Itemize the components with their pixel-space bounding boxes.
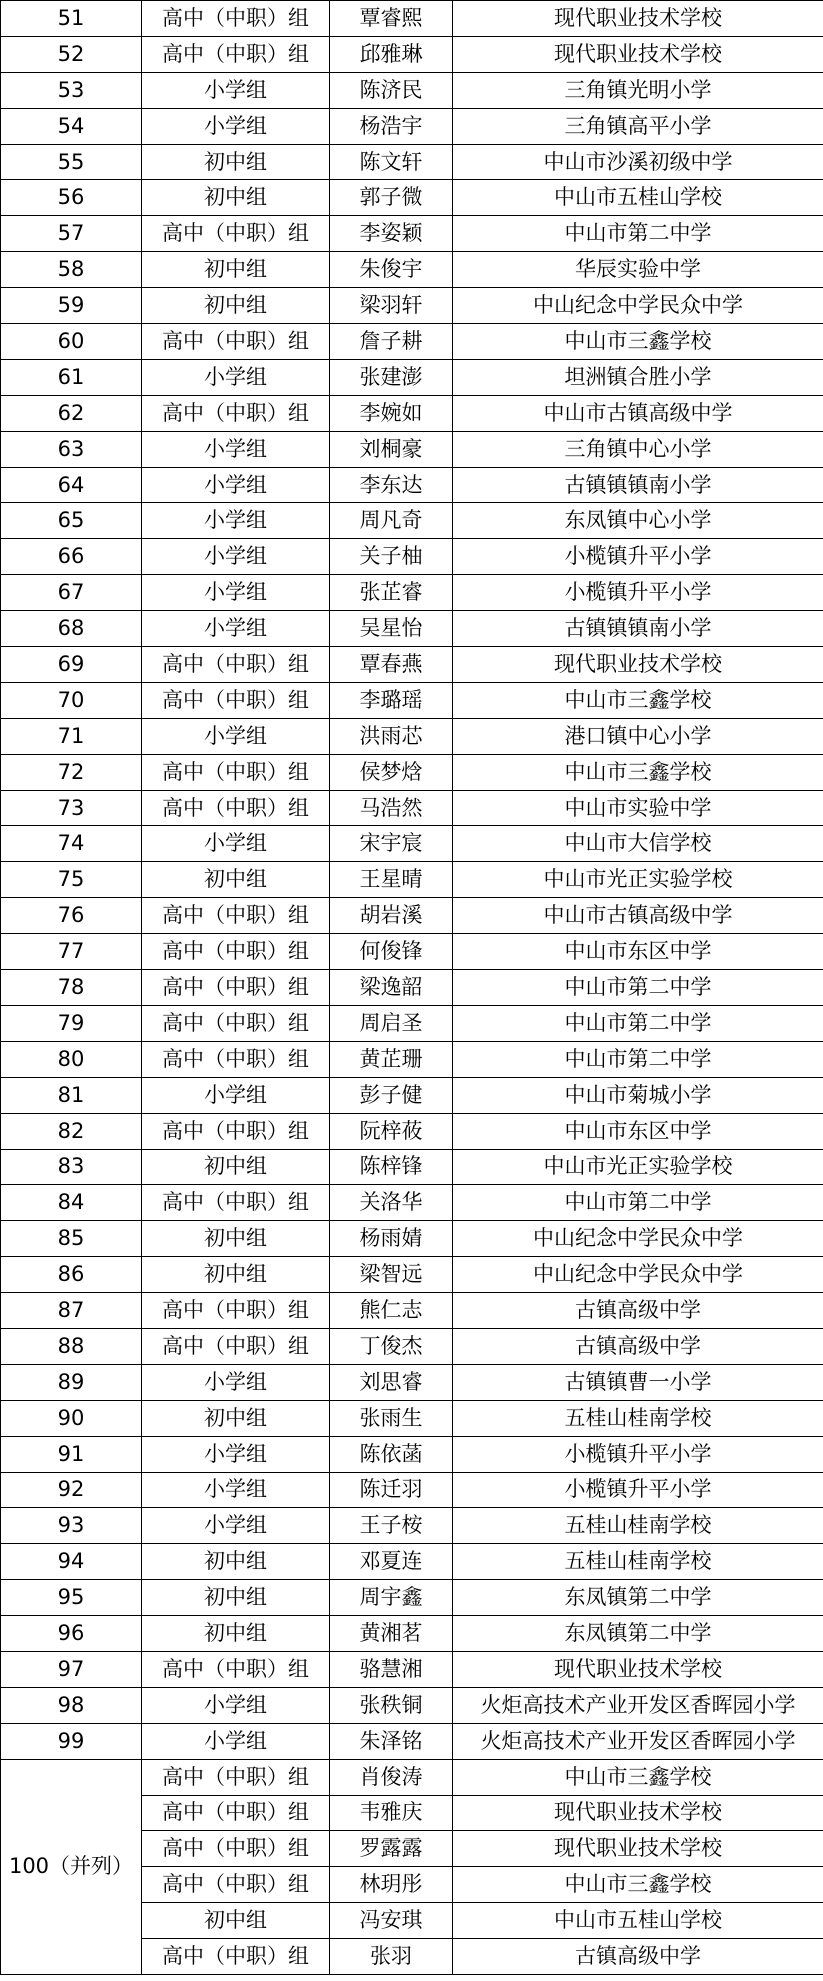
group-cell: 高中（中职）组 <box>142 1005 330 1041</box>
name-cell: 关洛华 <box>330 1185 453 1221</box>
name-cell: 邓夏连 <box>330 1544 453 1580</box>
school-cell: 中山市五桂山学校 <box>453 1903 823 1939</box>
table-row <box>1 216 823 252</box>
rank-cell: 87 <box>1 1293 142 1329</box>
school-cell: 中山市大信学校 <box>453 826 823 862</box>
table-row <box>1 1436 823 1472</box>
school-cell: 中山市菊城小学 <box>453 1077 823 1113</box>
rank-cell: 52 <box>1 36 142 72</box>
rank-cell: 98 <box>1 1687 142 1723</box>
table-row <box>1 1508 823 1544</box>
table-row <box>1 180 823 216</box>
group-cell: 高中（中职）组 <box>142 1939 330 1975</box>
rank-cell: 89 <box>1 1364 142 1400</box>
group-cell: 高中（中职）组 <box>142 970 330 1006</box>
school-cell: 三角镇中心小学 <box>453 431 823 467</box>
group-cell: 高中（中职）组 <box>142 324 330 360</box>
table-row <box>1 1723 823 1759</box>
school-cell: 东凤镇第二中学 <box>453 1580 823 1616</box>
name-cell: 周宇鑫 <box>330 1580 453 1616</box>
name-cell: 刘桐豪 <box>330 431 453 467</box>
rank-cell: 70 <box>1 682 142 718</box>
rank-cell: 54 <box>1 108 142 144</box>
rank-cell: 69 <box>1 647 142 683</box>
name-cell: 何俊锋 <box>330 934 453 970</box>
group-cell: 初中组 <box>142 180 330 216</box>
table-row <box>1 934 823 970</box>
name-cell: 李璐瑶 <box>330 682 453 718</box>
school-cell: 中山市东区中学 <box>453 934 823 970</box>
table-row <box>1 36 823 72</box>
rank-cell: 94 <box>1 1544 142 1580</box>
tied-rank-cell: 100（并列） <box>1 1759 142 1974</box>
group-cell: 高中（中职）组 <box>142 898 330 934</box>
group-cell: 初中组 <box>142 862 330 898</box>
group-cell: 初中组 <box>142 1257 330 1293</box>
school-cell: 中山市实验中学 <box>453 790 823 826</box>
rank-cell: 85 <box>1 1221 142 1257</box>
school-cell: 中山市光正实验学校 <box>453 1149 823 1185</box>
group-cell: 高中（中职）组 <box>142 1185 330 1221</box>
name-cell: 骆慧湘 <box>330 1651 453 1687</box>
school-cell: 中山市古镇高级中学 <box>453 395 823 431</box>
name-cell: 张雨生 <box>330 1400 453 1436</box>
name-cell: 肖俊涛 <box>330 1759 453 1795</box>
table-row <box>1 1472 823 1508</box>
rank-cell: 51 <box>1 1 142 37</box>
name-cell: 张羽 <box>330 1939 453 1975</box>
school-cell: 中山市三鑫学校 <box>453 1867 823 1903</box>
school-cell: 中山纪念中学民众中学 <box>453 288 823 324</box>
name-cell: 熊仁志 <box>330 1293 453 1329</box>
school-cell: 中山市第二中学 <box>453 1185 823 1221</box>
table-row <box>1 826 823 862</box>
group-cell: 初中组 <box>142 1544 330 1580</box>
name-cell: 李东达 <box>330 467 453 503</box>
school-cell: 中山市古镇高级中学 <box>453 898 823 934</box>
group-cell: 小学组 <box>142 575 330 611</box>
table-row <box>1 467 823 503</box>
table-row <box>1 1293 823 1329</box>
school-cell: 小榄镇升平小学 <box>453 575 823 611</box>
school-cell: 现代职业技术学校 <box>453 1795 823 1831</box>
school-cell: 中山市第二中学 <box>453 1005 823 1041</box>
table-row <box>1 539 823 575</box>
table-row <box>1 252 823 288</box>
group-cell: 高中（中职）组 <box>142 1293 330 1329</box>
school-cell: 小榄镇升平小学 <box>453 539 823 575</box>
school-cell: 坦洲镇合胜小学 <box>453 359 823 395</box>
group-cell: 初中组 <box>142 1400 330 1436</box>
table-row <box>1 288 823 324</box>
table-row <box>1 1257 823 1293</box>
school-cell: 火炬高技术产业开发区香晖园小学 <box>453 1687 823 1723</box>
table-row <box>1 359 823 395</box>
table-row <box>1 862 823 898</box>
name-cell: 覃睿熙 <box>330 1 453 37</box>
group-cell: 小学组 <box>142 1472 330 1508</box>
rank-cell: 84 <box>1 1185 142 1221</box>
school-cell: 中山市第二中学 <box>453 216 823 252</box>
table-row <box>1 108 823 144</box>
group-cell: 高中（中职）组 <box>142 682 330 718</box>
name-cell: 梁羽轩 <box>330 288 453 324</box>
rank-cell: 58 <box>1 252 142 288</box>
name-cell: 王子桉 <box>330 1508 453 1544</box>
school-cell: 东凤镇第二中学 <box>453 1616 823 1652</box>
group-cell: 小学组 <box>142 1436 330 1472</box>
group-cell: 小学组 <box>142 1508 330 1544</box>
table-row <box>1 1328 823 1364</box>
school-cell: 现代职业技术学校 <box>453 1651 823 1687</box>
table-row <box>1 1041 823 1077</box>
name-cell: 阮梓莜 <box>330 1113 453 1149</box>
table-row <box>1 1113 823 1149</box>
name-cell: 刘思睿 <box>330 1364 453 1400</box>
table-row <box>1 1364 823 1400</box>
school-cell: 三角镇高平小学 <box>453 108 823 144</box>
group-cell: 高中（中职）组 <box>142 754 330 790</box>
group-cell: 高中（中职）组 <box>142 790 330 826</box>
rank-cell: 57 <box>1 216 142 252</box>
table-row <box>1 1005 823 1041</box>
rank-cell: 80 <box>1 1041 142 1077</box>
group-cell: 高中（中职）组 <box>142 36 330 72</box>
table-row <box>1 1400 823 1436</box>
table-row <box>1 1687 823 1723</box>
rank-cell: 82 <box>1 1113 142 1149</box>
name-cell: 邱雅琳 <box>330 36 453 72</box>
group-cell: 小学组 <box>142 1364 330 1400</box>
school-cell: 中山市三鑫学校 <box>453 754 823 790</box>
name-cell: 陈文轩 <box>330 144 453 180</box>
school-cell: 小榄镇升平小学 <box>453 1472 823 1508</box>
rank-cell: 65 <box>1 503 142 539</box>
table-row <box>1 718 823 754</box>
group-cell: 小学组 <box>142 539 330 575</box>
rank-cell: 77 <box>1 934 142 970</box>
group-cell: 高中（中职）组 <box>142 1113 330 1149</box>
name-cell: 梁智远 <box>330 1257 453 1293</box>
school-cell: 小榄镇升平小学 <box>453 1436 823 1472</box>
table-row <box>1 395 823 431</box>
table-row <box>1 1149 823 1185</box>
name-cell: 马浩然 <box>330 790 453 826</box>
table-row <box>1 647 823 683</box>
school-cell: 华辰实验中学 <box>453 252 823 288</box>
school-cell: 中山市第二中学 <box>453 1041 823 1077</box>
table-row <box>1 324 823 360</box>
group-cell: 初中组 <box>142 1221 330 1257</box>
name-cell: 洪雨芯 <box>330 718 453 754</box>
group-cell: 高中（中职）组 <box>142 1651 330 1687</box>
name-cell: 杨雨婧 <box>330 1221 453 1257</box>
table-row <box>1 72 823 108</box>
group-cell: 高中（中职）组 <box>142 934 330 970</box>
name-cell: 李姿颖 <box>330 216 453 252</box>
group-cell: 高中（中职）组 <box>142 647 330 683</box>
ranking-table-body <box>1 1 823 1975</box>
group-cell: 小学组 <box>142 1687 330 1723</box>
name-cell: 黄芷珊 <box>330 1041 453 1077</box>
rank-cell: 96 <box>1 1616 142 1652</box>
rank-cell: 71 <box>1 718 142 754</box>
rank-cell: 83 <box>1 1149 142 1185</box>
name-cell: 朱泽铭 <box>330 1723 453 1759</box>
group-cell: 高中（中职）组 <box>142 216 330 252</box>
rank-cell: 74 <box>1 826 142 862</box>
rank-cell: 59 <box>1 288 142 324</box>
rank-cell: 66 <box>1 539 142 575</box>
table-row <box>1 1077 823 1113</box>
name-cell: 覃春燕 <box>330 647 453 683</box>
school-cell: 中山市沙溪初级中学 <box>453 144 823 180</box>
school-cell: 五桂山桂南学校 <box>453 1508 823 1544</box>
school-cell: 中山市五桂山学校 <box>453 180 823 216</box>
group-cell: 小学组 <box>142 1723 330 1759</box>
group-cell: 小学组 <box>142 72 330 108</box>
group-cell: 初中组 <box>142 252 330 288</box>
group-cell: 高中（中职）组 <box>142 1328 330 1364</box>
table-row <box>1 1185 823 1221</box>
rank-cell: 91 <box>1 1436 142 1472</box>
group-cell: 小学组 <box>142 431 330 467</box>
rank-cell: 73 <box>1 790 142 826</box>
rank-cell: 97 <box>1 1651 142 1687</box>
school-cell: 东凤镇中心小学 <box>453 503 823 539</box>
name-cell: 宋宇宸 <box>330 826 453 862</box>
name-cell: 丁俊杰 <box>330 1328 453 1364</box>
name-cell: 陈梓锋 <box>330 1149 453 1185</box>
name-cell: 李婉如 <box>330 395 453 431</box>
school-cell: 中山纪念中学民众中学 <box>453 1221 823 1257</box>
table-row <box>1 754 823 790</box>
group-cell: 小学组 <box>142 503 330 539</box>
group-cell: 初中组 <box>142 288 330 324</box>
rank-cell: 81 <box>1 1077 142 1113</box>
rank-cell: 92 <box>1 1472 142 1508</box>
group-cell: 高中（中职）组 <box>142 1867 330 1903</box>
group-cell: 高中（中职）组 <box>142 1831 330 1867</box>
rank-cell: 86 <box>1 1257 142 1293</box>
name-cell: 梁逸韶 <box>330 970 453 1006</box>
name-cell: 胡岩溪 <box>330 898 453 934</box>
rank-cell: 88 <box>1 1328 142 1364</box>
group-cell: 高中（中职）组 <box>142 1 330 37</box>
table-row <box>1 1 823 37</box>
rank-cell: 60 <box>1 324 142 360</box>
group-cell: 高中（中职）组 <box>142 1759 330 1795</box>
name-cell: 侯梦焓 <box>330 754 453 790</box>
name-cell: 彭子健 <box>330 1077 453 1113</box>
school-cell: 古镇镇镇南小学 <box>453 611 823 647</box>
group-cell: 初中组 <box>142 144 330 180</box>
rank-cell: 78 <box>1 970 142 1006</box>
school-cell: 现代职业技术学校 <box>453 1831 823 1867</box>
table-row <box>1 970 823 1006</box>
table-row <box>1 1651 823 1687</box>
table-row <box>1 611 823 647</box>
name-cell: 冯安琪 <box>330 1903 453 1939</box>
name-cell: 周凡奇 <box>330 503 453 539</box>
school-cell: 古镇高级中学 <box>453 1293 823 1329</box>
rank-cell: 63 <box>1 431 142 467</box>
group-cell: 高中（中职）组 <box>142 1041 330 1077</box>
name-cell: 朱俊宇 <box>330 252 453 288</box>
group-cell: 小学组 <box>142 718 330 754</box>
rank-cell: 75 <box>1 862 142 898</box>
group-cell: 小学组 <box>142 467 330 503</box>
rank-cell: 56 <box>1 180 142 216</box>
school-cell: 五桂山桂南学校 <box>453 1544 823 1580</box>
name-cell: 吴星怡 <box>330 611 453 647</box>
rank-cell: 93 <box>1 1508 142 1544</box>
school-cell: 中山市东区中学 <box>453 1113 823 1149</box>
school-cell: 五桂山桂南学校 <box>453 1400 823 1436</box>
name-cell: 陈济民 <box>330 72 453 108</box>
table-row <box>1 1544 823 1580</box>
group-cell: 小学组 <box>142 611 330 647</box>
name-cell: 陈迁羽 <box>330 1472 453 1508</box>
table-row <box>1 1616 823 1652</box>
group-cell: 高中（中职）组 <box>142 395 330 431</box>
rank-cell: 95 <box>1 1580 142 1616</box>
school-cell: 现代职业技术学校 <box>453 647 823 683</box>
rank-cell: 79 <box>1 1005 142 1041</box>
name-cell: 郭子微 <box>330 180 453 216</box>
name-cell: 王星晴 <box>330 862 453 898</box>
name-cell: 周启圣 <box>330 1005 453 1041</box>
rank-cell: 53 <box>1 72 142 108</box>
group-cell: 初中组 <box>142 1903 330 1939</box>
name-cell: 陈依菡 <box>330 1436 453 1472</box>
school-cell: 现代职业技术学校 <box>453 1 823 37</box>
school-cell: 火炬高技术产业开发区香晖园小学 <box>453 1723 823 1759</box>
school-cell: 中山市第二中学 <box>453 970 823 1006</box>
table-row <box>1 575 823 611</box>
school-cell: 中山市光正实验学校 <box>453 862 823 898</box>
name-cell: 张芷睿 <box>330 575 453 611</box>
rank-cell: 99 <box>1 1723 142 1759</box>
rank-cell: 90 <box>1 1400 142 1436</box>
name-cell: 张建澎 <box>330 359 453 395</box>
group-cell: 初中组 <box>142 1580 330 1616</box>
table-row <box>1 1580 823 1616</box>
rank-cell: 55 <box>1 144 142 180</box>
name-cell: 林玥彤 <box>330 1867 453 1903</box>
school-cell: 古镇镇曹一小学 <box>453 1364 823 1400</box>
table-row <box>1 682 823 718</box>
school-cell: 现代职业技术学校 <box>453 36 823 72</box>
rank-cell: 61 <box>1 359 142 395</box>
school-cell: 港口镇中心小学 <box>453 718 823 754</box>
school-cell: 古镇镇镇南小学 <box>453 467 823 503</box>
rank-cell: 72 <box>1 754 142 790</box>
table-row <box>1 790 823 826</box>
name-cell: 张秩铜 <box>330 1687 453 1723</box>
group-cell: 初中组 <box>142 1149 330 1185</box>
group-cell: 小学组 <box>142 826 330 862</box>
school-cell: 中山纪念中学民众中学 <box>453 1257 823 1293</box>
school-cell: 古镇高级中学 <box>453 1328 823 1364</box>
table-row <box>1 431 823 467</box>
name-cell: 杨浩宇 <box>330 108 453 144</box>
rank-cell: 64 <box>1 467 142 503</box>
table-row <box>1 898 823 934</box>
name-cell: 韦雅庆 <box>330 1795 453 1831</box>
table-row <box>1 1221 823 1257</box>
school-cell: 中山市三鑫学校 <box>453 1759 823 1795</box>
school-cell: 古镇高级中学 <box>453 1939 823 1975</box>
school-cell: 中山市三鑫学校 <box>453 682 823 718</box>
rank-cell: 67 <box>1 575 142 611</box>
school-cell: 中山市三鑫学校 <box>453 324 823 360</box>
rank-cell: 62 <box>1 395 142 431</box>
name-cell: 黄湘茗 <box>330 1616 453 1652</box>
name-cell: 詹子耕 <box>330 324 453 360</box>
rank-cell: 76 <box>1 898 142 934</box>
name-cell: 关子柚 <box>330 539 453 575</box>
table-row-tied <box>1 1759 823 1795</box>
rank-cell: 68 <box>1 611 142 647</box>
group-cell: 高中（中职）组 <box>142 1795 330 1831</box>
school-cell: 三角镇光明小学 <box>453 72 823 108</box>
group-cell: 小学组 <box>142 108 330 144</box>
name-cell: 罗露露 <box>330 1831 453 1867</box>
group-cell: 初中组 <box>142 1616 330 1652</box>
table-row <box>1 503 823 539</box>
group-cell: 小学组 <box>142 359 330 395</box>
group-cell: 小学组 <box>142 1077 330 1113</box>
table-row <box>1 144 823 180</box>
